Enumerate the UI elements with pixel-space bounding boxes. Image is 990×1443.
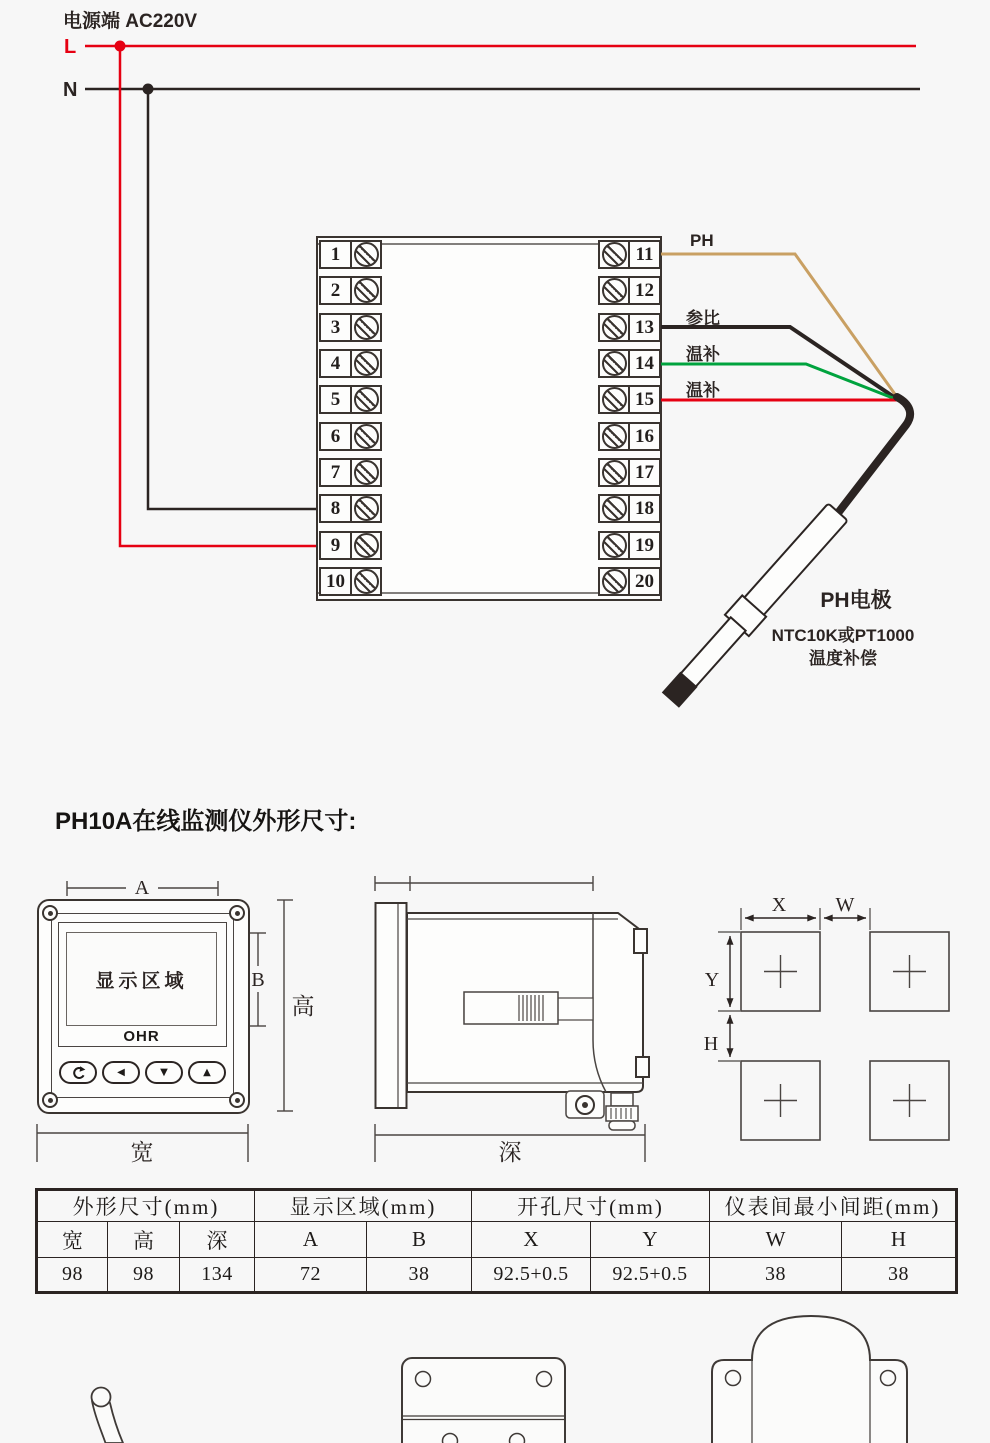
power-label: 电源端 AC220V [63,11,198,32]
n-label: N [63,79,78,101]
terminal-number: 12 [628,278,659,303]
screw-icon [602,387,627,412]
spec-table [35,1188,958,1294]
terminal-8 [319,494,382,523]
device-button-down [145,1061,183,1084]
terminal-number: 18 [628,496,659,521]
table-group-header-row [37,1190,957,1222]
screw-icon [602,569,627,594]
probe-name-label: PH电极 [820,589,892,612]
mounting-plate-drawing [402,1358,565,1443]
terminal-number: 13 [628,315,659,340]
screw-icon [602,460,627,485]
val-height: 98 [108,1258,180,1293]
terminal-number: 14 [628,351,659,376]
l-junction-dot [115,41,126,52]
val-width: 98 [37,1258,108,1293]
probe-spec-label: NTC10K或PT1000 [771,626,915,645]
left-triangle-icon: ◀ [117,1067,125,1078]
dim-y-label: Y [704,969,720,991]
terminal-number: 19 [628,533,659,558]
terminal-6 [319,422,382,451]
col-a: A [255,1222,367,1258]
probe-note-label: 温度补偿 [809,649,877,668]
cable-gland [606,1093,638,1130]
dim-depth-label: 深 [498,1140,522,1165]
val-y: 92.5+0.5 [591,1258,710,1293]
table-values-row [37,1258,957,1293]
terminal-number: 15 [628,387,659,412]
terminal-number: 1 [321,242,352,267]
val-x: 92.5+0.5 [472,1258,591,1293]
col-width: 宽 [37,1222,108,1258]
terminal-number: 17 [628,460,659,485]
probe-cable [838,397,910,513]
section-heading: PH10A在线监测仪外形尺寸: [55,808,357,835]
return-arrow-icon [70,1065,86,1081]
terminal-number: 9 [321,533,352,558]
screw-icon [602,242,627,267]
dim-height-label: 高 [291,994,315,1019]
terminal-10 [319,567,382,596]
temp2-wire-label: 温补 [686,381,720,400]
terminal-18 [598,494,661,523]
col-b: B [367,1222,472,1258]
col-h: H [842,1222,957,1258]
terminal-number: 2 [321,278,352,303]
brand-logo: OHR [123,1028,160,1045]
side-bezel [376,903,407,1108]
terminal-19 [598,531,661,560]
terminal-number: 20 [628,569,659,594]
terminal-number: 10 [321,569,352,594]
terminal-15 [598,385,661,414]
terminal-13 [598,313,661,342]
dim-h-label: H [703,1033,719,1055]
dim-w-label: W [835,894,855,916]
dim-x-label: X [771,894,787,916]
temp1-wire-label: 温补 [686,345,720,364]
terminal-12 [598,276,661,305]
n-junction-dot [143,84,154,95]
val-w: 38 [710,1258,842,1293]
cutout-diagram [718,908,949,1140]
dim-width-label: 宽 [130,1140,154,1165]
terminal-number: 4 [321,351,352,376]
side-clip-bottom [636,1057,649,1077]
side-clip-top [634,929,647,953]
val-a: 72 [255,1258,367,1293]
screw-icon [354,242,379,267]
val-depth: 134 [180,1258,255,1293]
down-triangle-icon: ▼ [160,1067,168,1078]
col-depth: 深 [180,1222,255,1258]
mounting-clamp [464,992,558,1024]
col-x: X [472,1222,591,1258]
table-column-header-row [37,1222,957,1258]
terminal-1 [319,240,382,269]
l-branch-wire [120,46,317,546]
screw-icon [354,569,379,594]
terminal-14 [598,349,661,378]
screw-icon [354,496,379,521]
terminal-number: 11 [628,242,659,267]
screw-icon [354,424,379,449]
screw-icon [354,351,379,376]
n-branch-wire [148,89,317,509]
terminal-number: 6 [321,424,352,449]
terminal-number: 8 [321,496,352,521]
group-display-area: 显示区域(mm) [255,1190,472,1222]
group-min-spacing: 仪表间最小间距(mm) [710,1190,957,1222]
screw-icon [602,351,627,376]
col-y: Y [591,1222,710,1258]
terminal-7 [319,458,382,487]
screw-icon [602,533,627,558]
terminal-number: 7 [321,460,352,485]
corner-screw-icon [42,1092,58,1108]
col-w: W [710,1222,842,1258]
l-label: L [64,36,77,58]
screw-icon [602,496,627,521]
screw-icon [602,278,627,303]
device-button-left [102,1061,140,1084]
group-outline-dims: 外形尺寸(mm) [37,1190,255,1222]
terminal-20 [598,567,661,596]
terminal-4 [319,349,382,378]
screw-icon [354,460,379,485]
device-button-up [188,1061,226,1084]
center-crosses [764,955,926,1117]
screw-icon [602,424,627,449]
screw-icon [354,387,379,412]
terminal-2 [319,276,382,305]
terminal-5 [319,385,382,414]
terminal-number: 5 [321,387,352,412]
terminal-17 [598,458,661,487]
terminal-number: 3 [321,315,352,340]
col-height: 高 [108,1222,180,1258]
screw-icon [354,315,379,340]
terminal-16 [598,422,661,451]
val-b: 38 [367,1258,472,1293]
screw-icon [354,278,379,303]
up-triangle-icon: ▲ [203,1067,211,1078]
clamp-lever-drawing [92,1388,124,1443]
ph-wire-label: PH [690,231,714,250]
corner-screw-icon [229,905,245,921]
terminal-9 [319,531,382,560]
corner-screw-icon [42,905,58,921]
group-cutout-dims: 开孔尺寸(mm) [472,1190,710,1222]
arched-bracket-drawing [712,1316,907,1443]
val-h: 38 [842,1258,957,1293]
mounting-parts-drawings [0,1293,990,1443]
device-button-return [59,1061,97,1084]
corner-screw-icon [229,1092,245,1108]
dim-a-label: A [134,877,150,899]
display-area: 显示区域 [66,932,217,1026]
screw-icon [354,533,379,558]
terminal-3 [319,313,382,342]
terminal-number: 16 [628,424,659,449]
ref-wire-label: 参比 [686,309,720,328]
screw-icon [602,315,627,340]
dim-b-label: B [251,969,265,991]
terminal-11 [598,240,661,269]
side-view-drawing [375,876,649,1162]
